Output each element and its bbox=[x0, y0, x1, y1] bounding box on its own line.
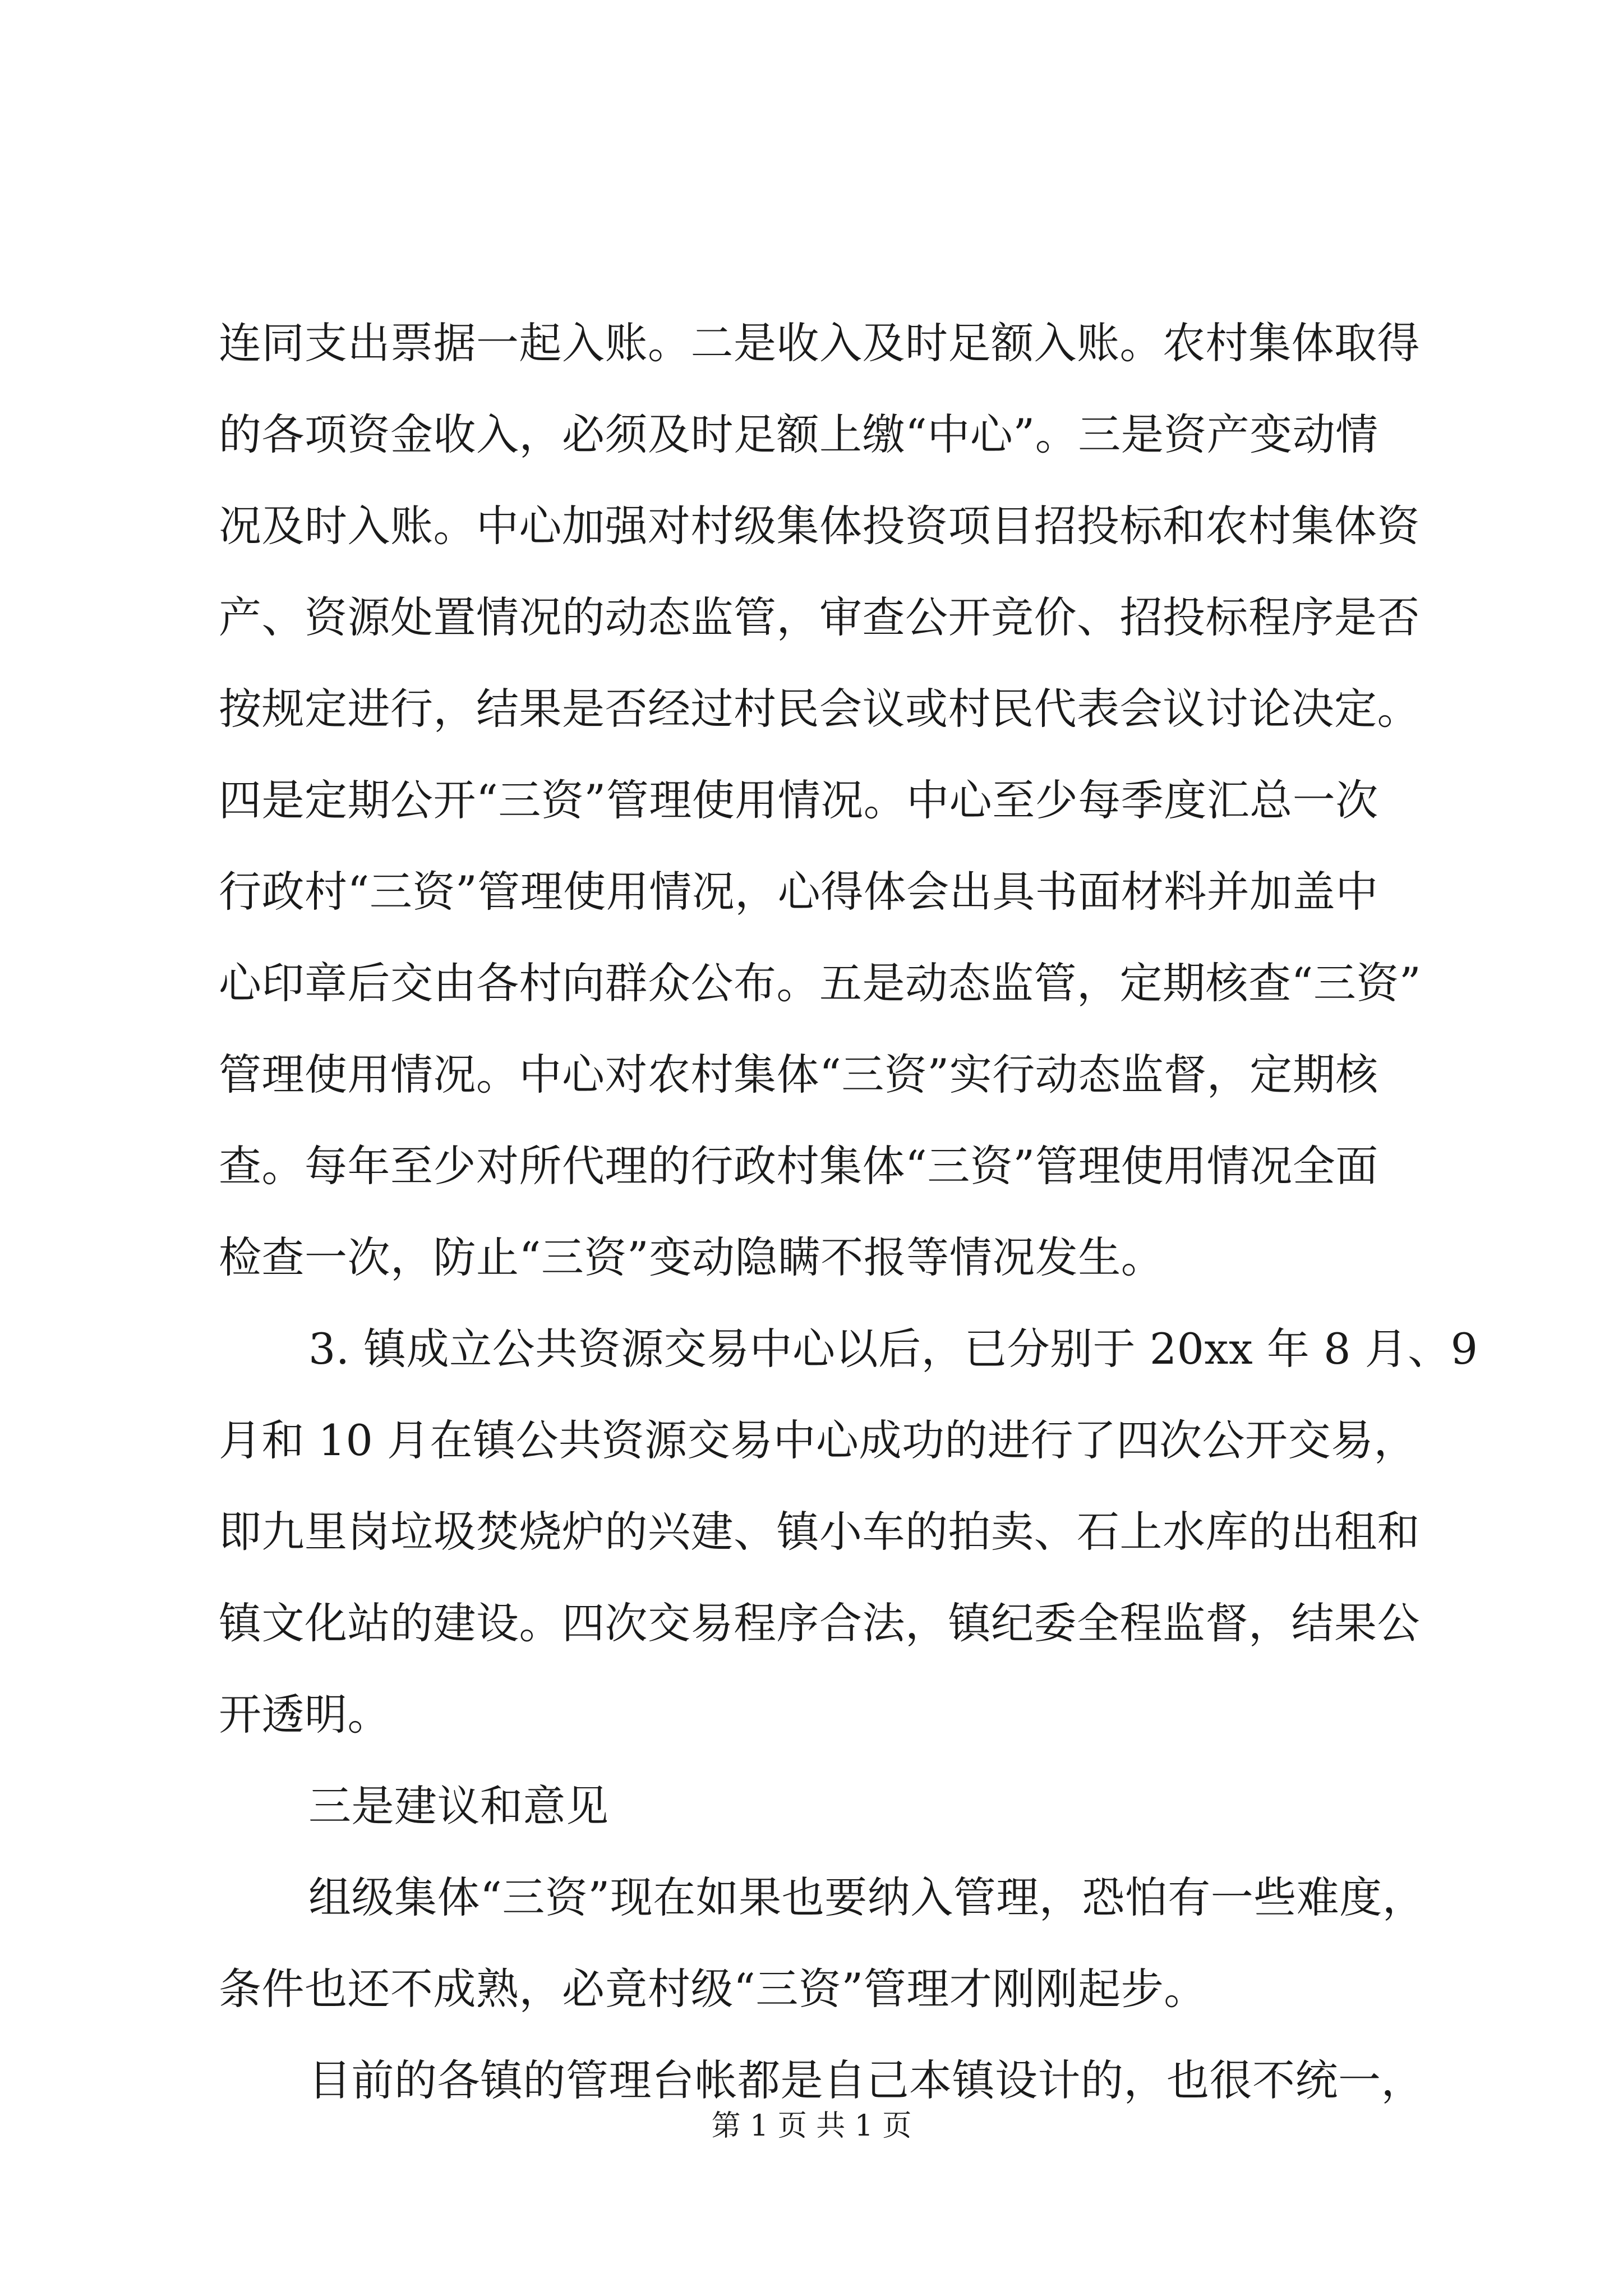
paragraph-line: 管理使用情况。中心对农村集体“三资”实行动态监督，定期核 bbox=[219, 1050, 1378, 1099]
section-heading: 三是建议和意见 bbox=[308, 1781, 609, 1831]
paragraph-line: 产、资源处置情况的动态监管，审查公开竞价、招投标程序是否 bbox=[219, 592, 1420, 642]
paragraph-line: 条件也还不成熟，必竟村级“三资”管理才刚刚起步。 bbox=[219, 1964, 1207, 2014]
paragraph-line: 连同支出票据一起入账。二是收入及时足额入账。农村集体取得 bbox=[219, 318, 1420, 368]
paragraph-line: 的各项资金收入，必须及时足额上缴“中心”。三是资产变动情 bbox=[219, 409, 1378, 459]
paragraph-line: 按规定进行，结果是否经过村民会议或村民代表会议讨论决定。 bbox=[219, 684, 1420, 734]
paragraph-line: 查。每年至少对所代理的行政村集体“三资”管理使用情况全面 bbox=[219, 1141, 1378, 1191]
paragraph-line: 四是定期公开“三资”管理使用情况。中心至少每季度汇总一次 bbox=[219, 775, 1378, 825]
page-footer: 第 1 页 共 1 页 bbox=[711, 2109, 912, 2143]
paragraph-line: 行政村“三资”管理使用情况，心得体会出具书面材料并加盖中 bbox=[219, 867, 1378, 917]
paragraph-first-line: 组级集体“三资”现在如果也要纳入管理，恐怕有一些难度， bbox=[308, 1872, 1426, 1922]
paragraph-line: 心印章后交由各村向群众公布。五是动态监管，定期核查“三资” bbox=[219, 958, 1422, 1008]
paragraph-line: 况及时入账。中心加强对村级集体投资项目招投标和农村集体资 bbox=[219, 501, 1420, 551]
paragraph-line: 开透明。 bbox=[219, 1690, 390, 1740]
paragraph-line: 月和 10 月在镇公共资源交易中心成功的进行了四次公开交易， bbox=[219, 1415, 1417, 1465]
document-body bbox=[219, 297, 1478, 2126]
paragraph-first-line: 目前的各镇的管理台帐都是自己本镇设计的，也很不统一， bbox=[308, 2055, 1424, 2105]
paragraph-line: 检查一次，防止“三资”变动隐瞒不报等情况发生。 bbox=[219, 1232, 1164, 1282]
paragraph-line: 镇文化站的建设。四次交易程序合法，镇纪委全程监督，结果公 bbox=[219, 1598, 1420, 1648]
paragraph-line: 即九里岗垃圾焚烧炉的兴建、镇小车的拍卖、石上水库的出租和 bbox=[219, 1507, 1420, 1557]
paragraph-first-line: 3. 镇成立公共资源交易中心以后，已分别于 20xx 年 8 月、9 bbox=[308, 1324, 1478, 1374]
